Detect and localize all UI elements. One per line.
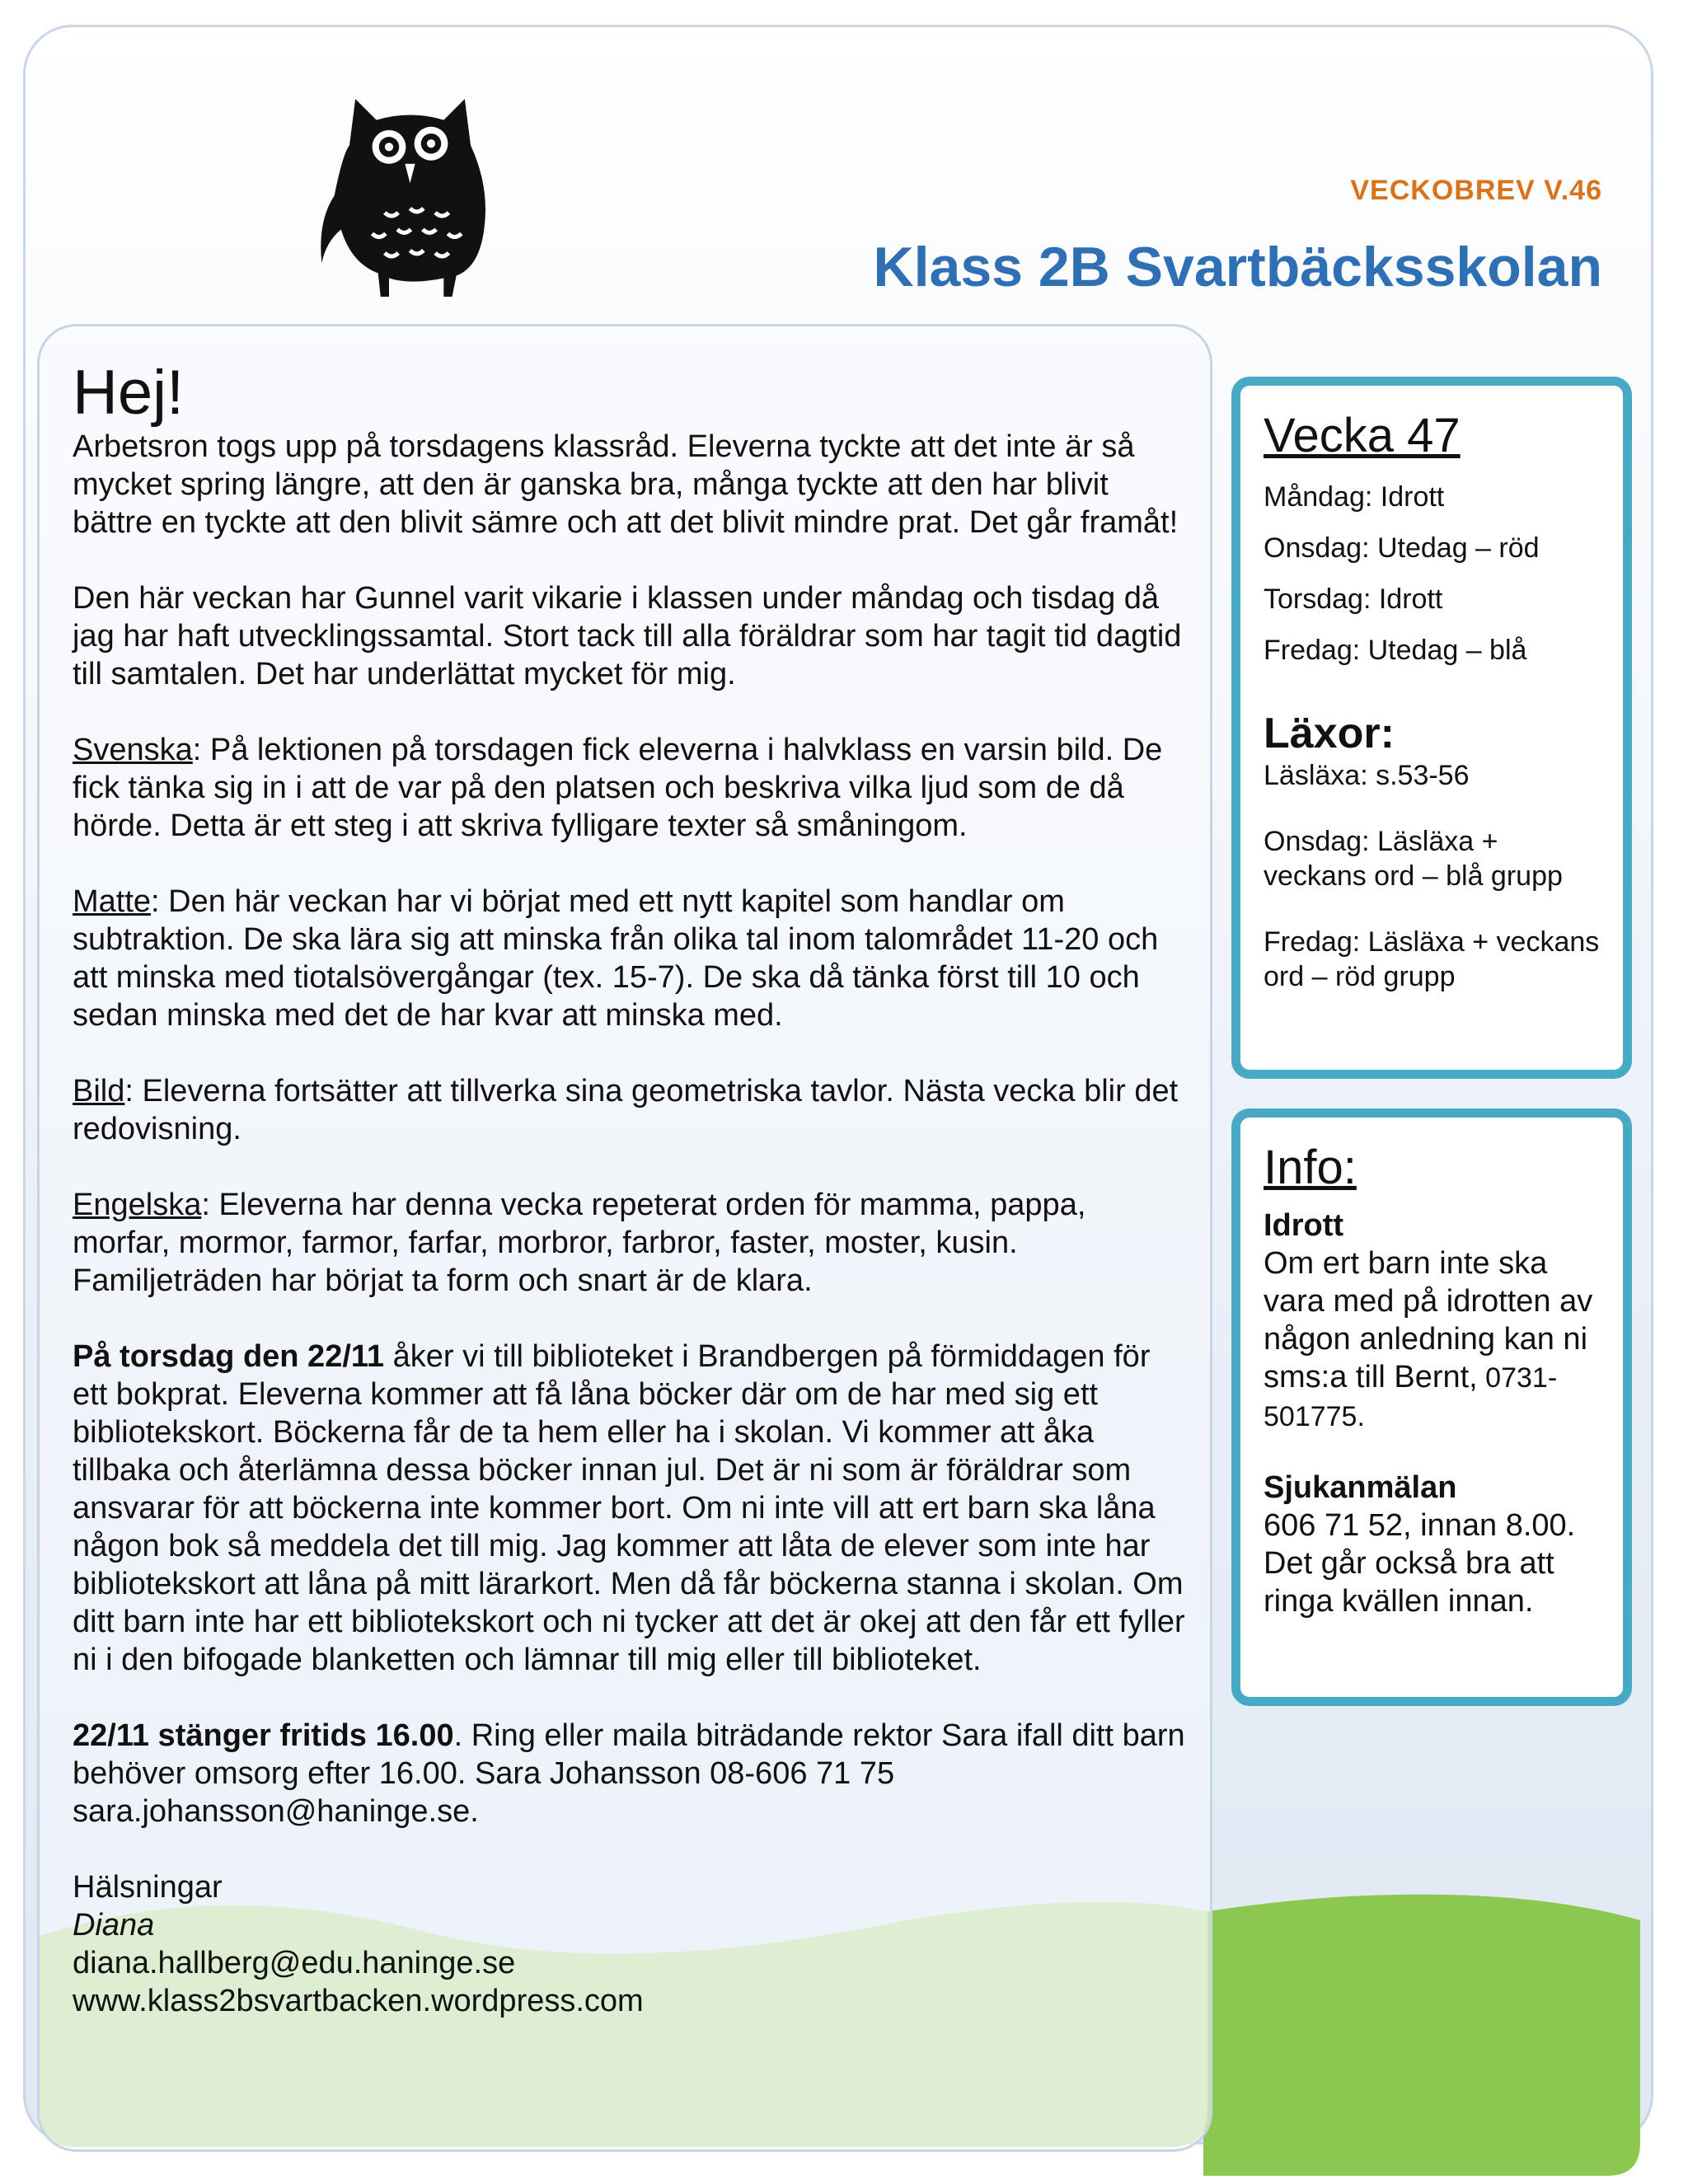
- idrott-description: Om ert barn inte ska vara med på idrotten av någon anledning kan ni sms:a till Bernt,: [1264, 1246, 1593, 1394]
- sick-title: Sjukanmälan: [1264, 1470, 1457, 1505]
- subject-text: : Den här veckan har vi börjat med ett nytt kapitel som handlar om subtraktion. De ska lära sig att minska från olika tal inom talområdet 11-20 och att minska med tiotalsövergångar (tex. 15-7). De ska då tänka först till 10 och sedan minska med det de har kvar att minska med.: [73, 884, 1159, 1033]
- schedule-item: Torsdag: Idrott: [1264, 583, 1443, 615]
- signoff-greeting: Hälsningar: [73, 1870, 223, 1905]
- subject-label: Matte: [73, 884, 152, 919]
- sick-text: 606 71 52, innan 8.00. Det går också bra att ringa kvällen innan.: [1264, 1508, 1576, 1619]
- subject-paragraph-matte: [73, 883, 1185, 1034]
- fritids-notice: 22/11 stänger fritids 16.00: [73, 1718, 454, 1753]
- idrott-phone: 0731-501775.: [1264, 1362, 1558, 1432]
- library-text: åker vi till biblioteket i Brandbergen på förmiddagen för ett bokprat. Eleverna kommer att få låna böcker där om de har med sig ett bibliotekskort. Böckerna får de ta hem eller ha i skolan. Vi kommer att åka tillbaka och återlämna dessa böcker innan jul. Det är ni som är föräldrar som ansvarar för att böckerna inte kommer bort. Om ni inte vill att ert barn ska låna någon bok så meddela det till mig. Jag kommer att låta de elever som inte har bibliotekskort att låna på mitt lärarkort. Men då får böckerna stanna i skolan. Om ditt barn inte har ett bibliotekskort och ni tycker att det är okej att den får ett fyller ni i den bifogade blanketten och lämnar till mig eller till biblioteket.: [73, 1339, 1185, 1677]
- schedule-item: Onsdag: Utedag – röd: [1264, 532, 1540, 564]
- subject-text: : Eleverna fortsätter att tillverka sina geometriska tavlor. Nästa vecka blir det redovisning.: [73, 1074, 1179, 1146]
- info-heading: Info:: [1264, 1141, 1357, 1194]
- schedule-item: Fredag: Utedag – blå: [1264, 635, 1527, 666]
- homework-item: Onsdag: Läsläxa + veckans ord – blå grupp: [1264, 826, 1563, 892]
- dark-green-hill: [1203, 1895, 1640, 2176]
- homework-heading: Läxor:: [1264, 710, 1395, 757]
- week-schedule-box: [1231, 377, 1632, 1079]
- fritids-paragraph: [73, 1717, 1185, 1830]
- page-title: Klass 2B Svartbäcksskolan: [873, 236, 1602, 298]
- subject-paragraph-bild: [73, 1072, 1185, 1148]
- idrott-title: Idrott: [1264, 1208, 1344, 1243]
- signoff-email-link[interactable]: diana.hallberg@edu.haninge.se: [73, 1946, 516, 1980]
- signoff: [73, 1868, 1185, 2020]
- library-date: På torsdag den 22/11: [73, 1339, 385, 1374]
- fritids-text: . Ring eller maila biträdande rektor Sara ifall ditt barn behöver omsorg efter 16.00. Sara Johansson 08-606 71 75 sara.johansson@haninge.se.: [73, 1718, 1185, 1829]
- owl-logo: [317, 95, 503, 297]
- homework-item: Fredag: Läsläxa + veckans ord – röd grupp: [1264, 926, 1600, 992]
- greeting-heading: Hej!: [73, 358, 185, 428]
- homework-item: Läsläxa: s.53-56: [1264, 760, 1470, 791]
- issue-label: VECKOBREV V.46: [1350, 175, 1602, 206]
- subject-label: Engelska: [73, 1188, 202, 1222]
- week-heading: Vecka 47: [1264, 409, 1461, 462]
- subject-paragraph-svenska: [73, 731, 1185, 845]
- subject-label: Bild: [73, 1074, 125, 1108]
- schedule-item: Måndag: Idrott: [1264, 481, 1445, 513]
- intro-paragraph-1: Arbetsron togs upp på torsdagens klassråd. Eleverna tyckte att det inte är så mycket spring längre, att den är ganska bra, många tyckte att den har blivit bättre en tyckte att den blivit sämre och att det blivit mindre prat. Det går framåt!: [73, 429, 1179, 540]
- letter-body: [73, 359, 1185, 2020]
- subject-paragraph-engelska: [73, 1186, 1185, 1300]
- intro-paragraph-2: Den här veckan har Gunnel varit vikarie i klassen under måndag och tisdag då jag har haft utvecklingssamtal. Stort tack till alla föräldrar som har tagit tid dagtid till samtalen. Det har underlättat mycket för mig.: [73, 581, 1182, 691]
- signoff-name: Diana: [73, 1908, 155, 1943]
- library-paragraph: [73, 1338, 1185, 1679]
- info-box: [1231, 1108, 1632, 1706]
- signoff-website-link[interactable]: www.klass2bsvartbacken.wordpress.com: [73, 1984, 644, 2018]
- subject-label: Svenska: [73, 733, 193, 767]
- idrott-text: [1264, 1244, 1600, 1436]
- subject-text: : Eleverna har denna vecka repeterat orden för mamma, pappa, morfar, mormor, farmor, farfar, morbror, farbror, faster, moster, kusin. Familjeträden har börjat ta form och snart är de klara.: [73, 1188, 1086, 1298]
- subject-text: : På lektionen på torsdagen fick eleverna i halvklass en varsin bild. De fick tänka sig in i att de var på den platsen och beskriva vilka ljud som de då hörde. Detta är ett steg i att skriva fylligare texter så småningom.: [73, 733, 1163, 843]
